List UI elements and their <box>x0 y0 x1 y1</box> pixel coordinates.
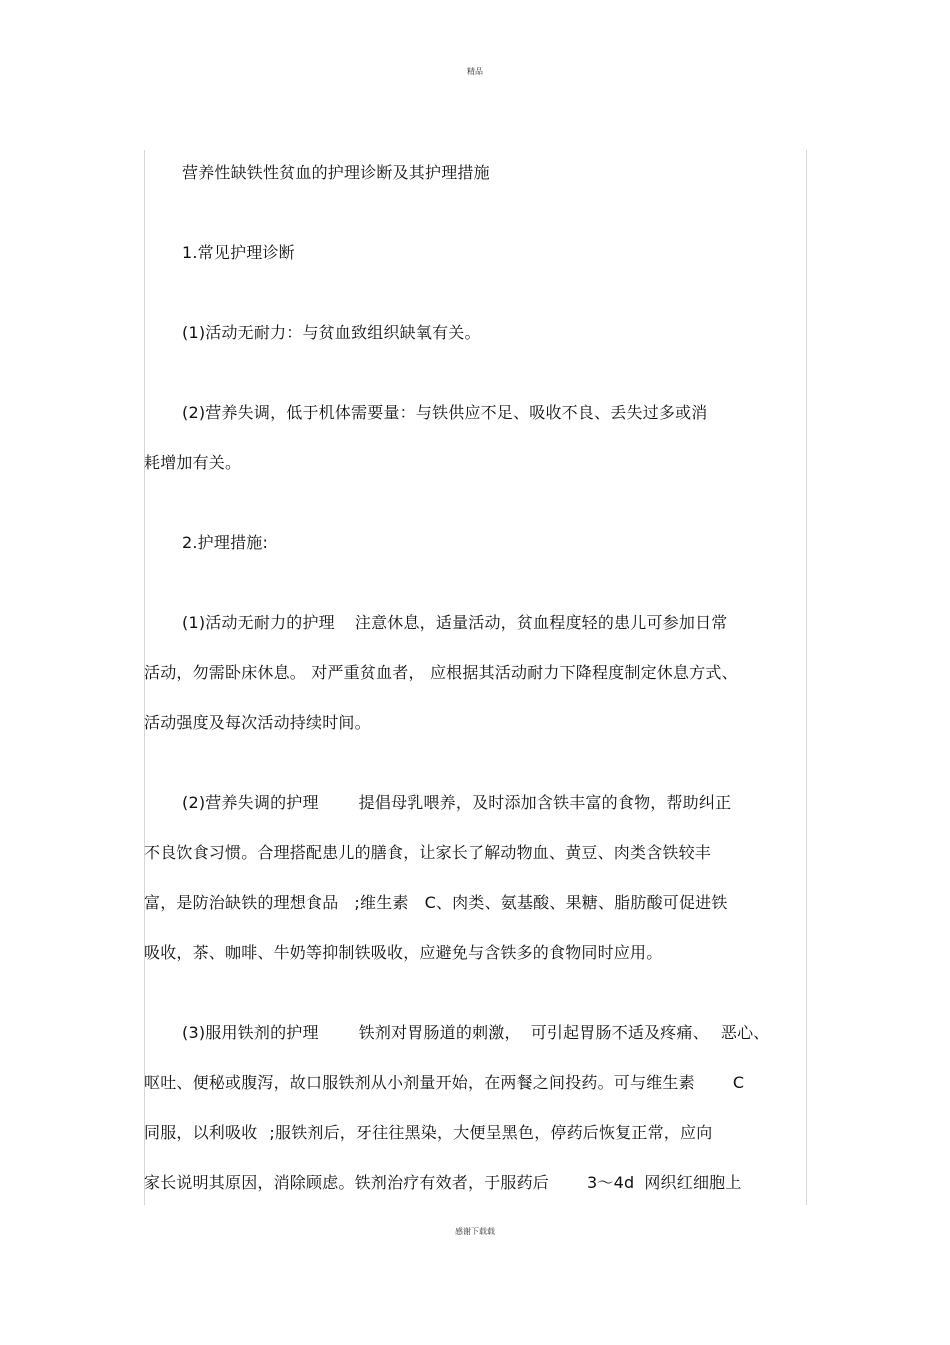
measure-2-line-1 <box>182 793 852 813</box>
document-title: 营养性缺铁性贫血的护理诊断及其护理措施 <box>182 163 490 182</box>
measure-1-line-1 <box>182 613 852 633</box>
diagnosis-item-1: (1)活动无耐力：与贫血致组织缺氧有关。 <box>182 323 481 342</box>
measure-3-heading: (3)服用铁剂的护理 <box>182 1023 319 1042</box>
measure-3-text-a: 铁剂对胃肠道的刺激， <box>358 1023 521 1042</box>
section-heading-measures: 2.护理措施: <box>182 533 269 552</box>
footer-watermark: 感谢下载载 <box>455 1227 495 1236</box>
measure-1-line-2: 活动，勿需卧床休息。 对严重贫血者， 应根据其活动耐力下降程度制定休息方式、 <box>144 663 738 682</box>
measure-2-line-3-part-b: ;维生素 <box>354 893 409 912</box>
measure-1-line-3: 活动强度及每次活动持续时间。 <box>144 713 371 732</box>
measure-2-heading: (2)营养失调的护理 <box>182 793 319 812</box>
measure-2-text: 提倡母乳喂养，及时添加含铁丰富的食物，帮助纠正 <box>358 793 732 812</box>
section-heading-diagnosis: 1.常见护理诊断 <box>182 243 295 262</box>
measure-3-line-2-text: 呕吐、便秘或腹泻，故口服铁剂从小剂量开始，在两餐之间投药。可与维生素 <box>144 1073 695 1092</box>
measure-3-line-3 <box>144 1123 814 1143</box>
diagnosis-item-2-line-1: (2)营养失调，低于机体需要量：与铁供应不足、吸收不良、丢失过多或消 <box>182 403 708 422</box>
header-watermark: 精品 <box>467 67 483 76</box>
measure-3-text-c: 恶心、 <box>720 1023 770 1042</box>
measure-3-line-4-part-a: 家长说明其原因，消除顾虑。铁剂治疗有效者，于服药后 <box>144 1173 550 1192</box>
measure-3-line-4 <box>144 1173 814 1193</box>
measure-2-line-3-part-c: C、肉类、氨基酸、果糖、脂肪酸可促进铁 <box>424 893 728 912</box>
measure-2-line-4: 吸收，茶、咖啡、牛奶等抑制铁吸收，应避免与含铁多的食物同时应用。 <box>144 943 663 962</box>
measure-3-line-2 <box>144 1073 814 1093</box>
diagnosis-item-2-line-2: 耗增加有关。 <box>144 453 242 472</box>
measure-2-line-3-part-a: 富，是防治缺铁的理想食品 <box>144 893 339 912</box>
measure-3-line-1 <box>182 1023 852 1043</box>
measure-3-line-2-tail: C <box>732 1073 745 1092</box>
measure-3-line-4-part-b: 3～4d <box>587 1173 635 1192</box>
measure-1-heading: (1)活动无耐力的护理 <box>182 613 335 632</box>
measure-2-line-2: 不良饮食习惯。合理搭配患儿的膳食，让家长了解动物血、黄豆、肉类含铁较丰 <box>144 843 712 862</box>
measure-3-line-3-part-b: ;服铁剂后，牙往往黑染，大便呈黑色，停药后恢复正常，应向 <box>269 1123 713 1142</box>
measure-3-text-b: 可引起胃肠不适及疼痛、 <box>530 1023 709 1042</box>
measure-2-line-3 <box>144 893 814 913</box>
measure-1-text: 注意休息，适量活动，贫血程度轻的患儿可参加日常 <box>354 613 728 632</box>
measure-3-line-4-part-c: 网织红细胞上 <box>644 1173 742 1192</box>
measure-3-line-3-part-a: 同服，以利吸收 <box>144 1123 258 1142</box>
